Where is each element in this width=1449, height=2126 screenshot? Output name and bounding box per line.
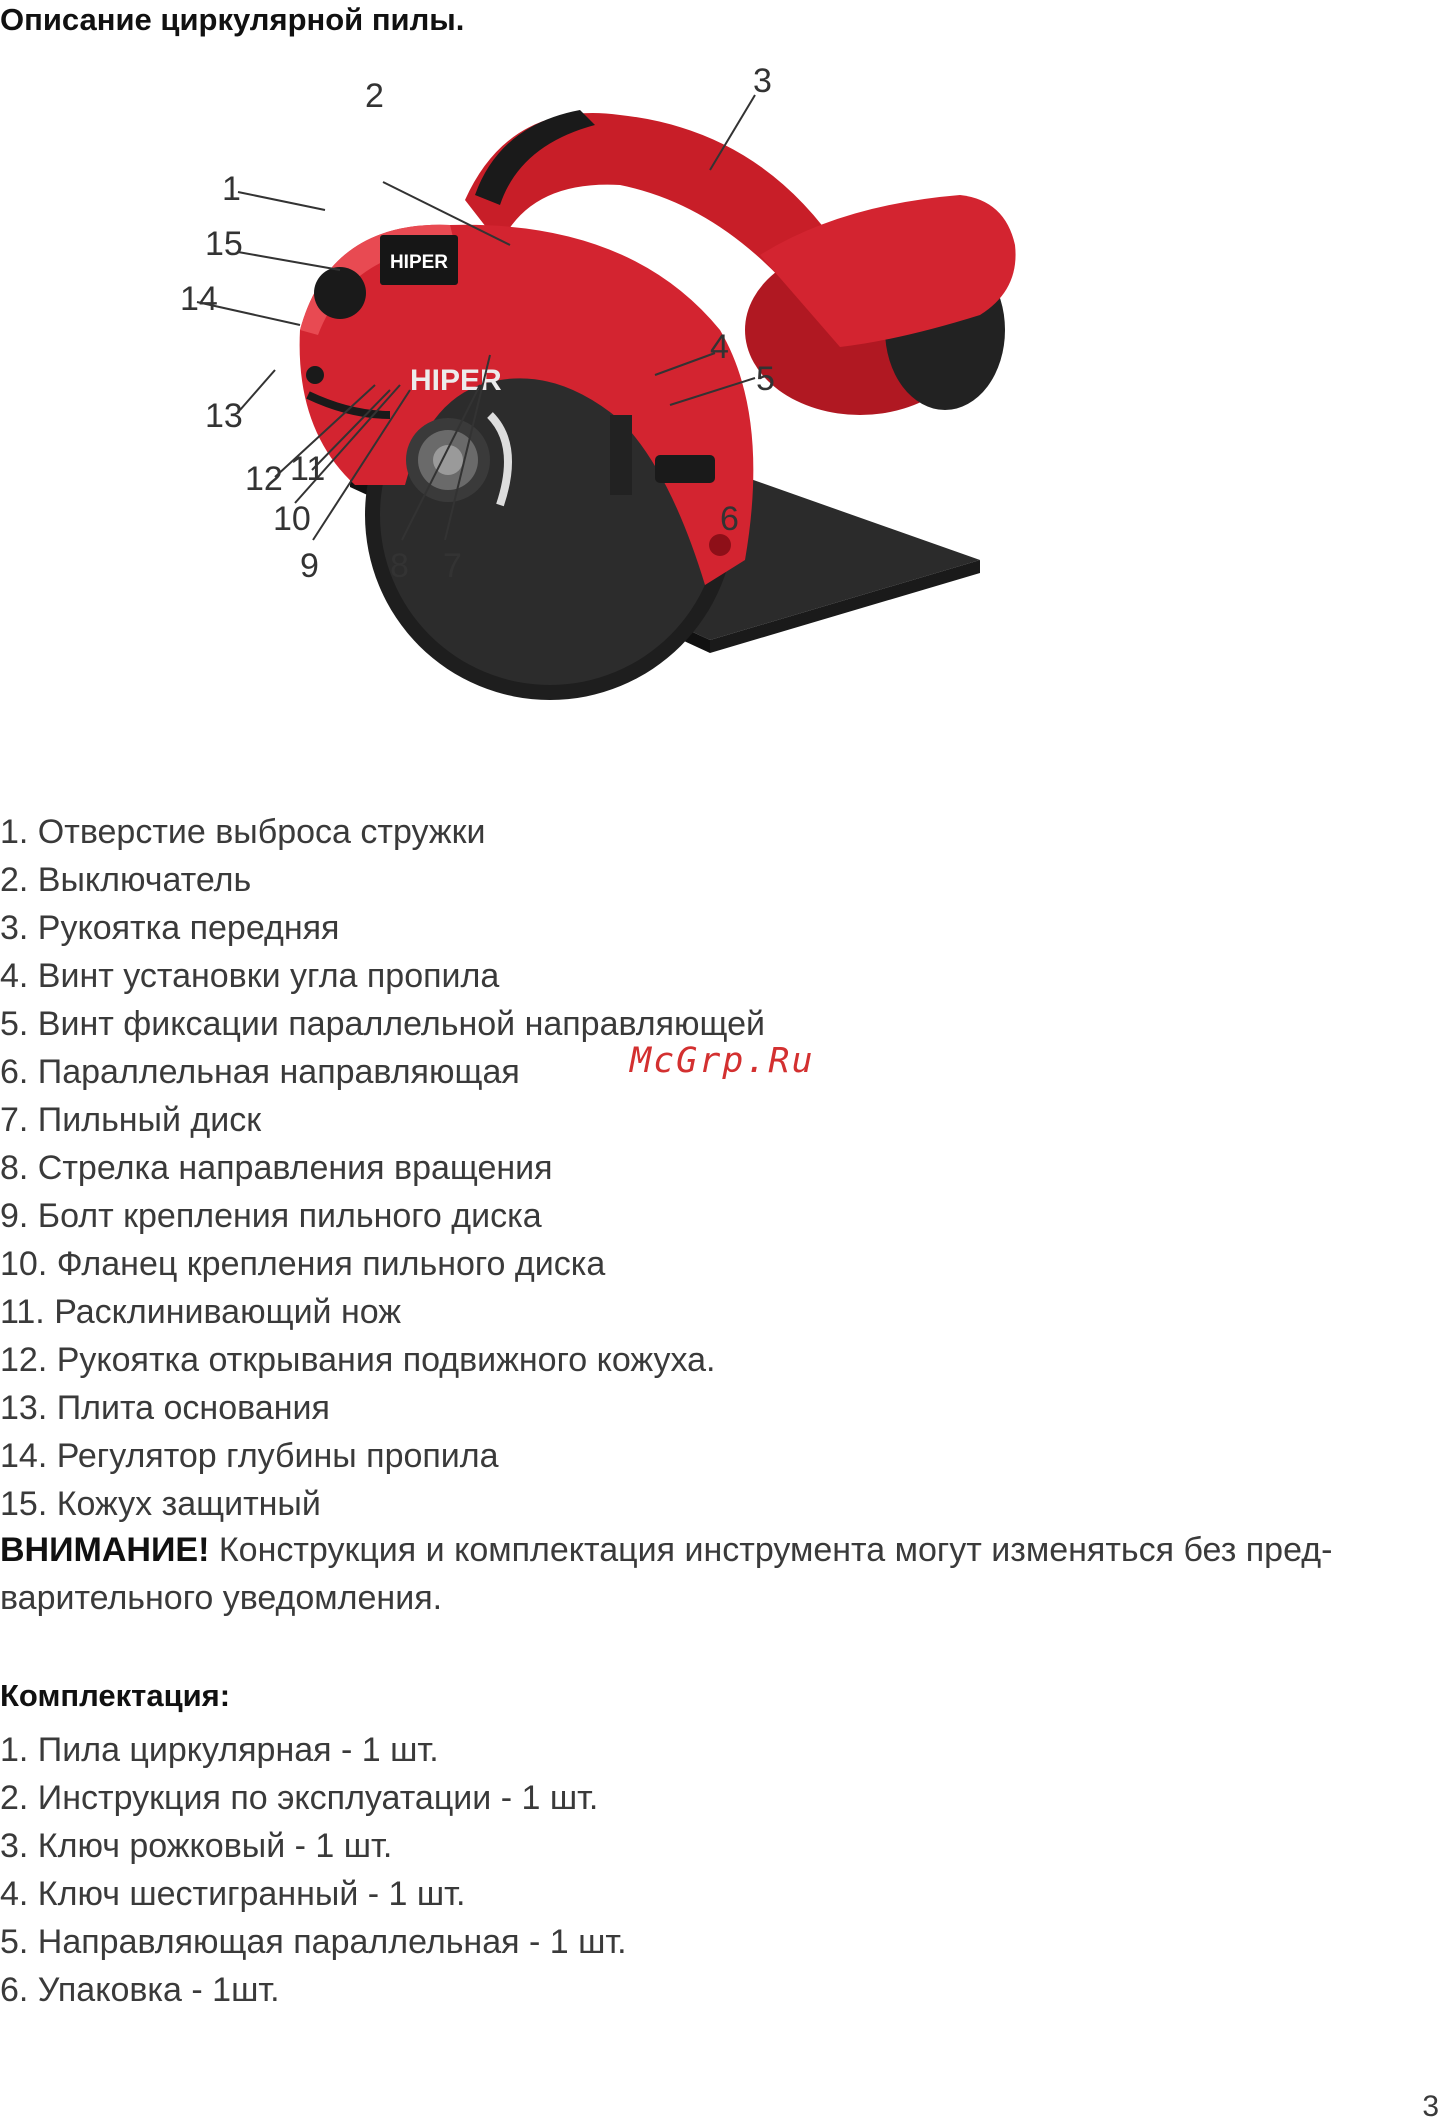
callout-14: 14 <box>180 280 218 318</box>
callout-7: 7 <box>443 547 462 585</box>
callout-10: 10 <box>273 500 311 538</box>
callout-13: 13 <box>205 397 243 435</box>
warning-text-line1: Конструкция и комплектация инструмента могут изменяться без пред- <box>209 1531 1333 1569</box>
parts-list-item: 12. Рукоятка открывания подвижного кожуха. <box>0 1341 716 1379</box>
parts-list-item: 9. Болт крепления пильного диска <box>0 1197 542 1235</box>
callout-2: 2 <box>365 77 384 115</box>
chip-ejection-port-shape <box>314 267 366 319</box>
parts-list-item: 14. Регулятор глубины пропила <box>0 1437 499 1475</box>
kit-list-item: 2. Инструкция по эксплуатации - 1 шт. <box>0 1779 599 1817</box>
kit-list-item: 5. Направляющая параллельная - 1 шт. <box>0 1923 627 1961</box>
kit-title: Комплектация: <box>0 1678 231 1713</box>
logo-plate-text: HIPER <box>389 252 449 273</box>
parts-list-item: 2. Выключатель <box>0 861 252 899</box>
callout-6: 6 <box>720 500 739 538</box>
parts-list-item: 5. Винт фиксации параллельной направляющей <box>0 1005 766 1043</box>
warning-label: ВНИМАНИЕ! <box>0 1531 210 1569</box>
kit-list-item: 3. Ключ рожковый - 1 шт. <box>0 1827 393 1865</box>
callout-3: 3 <box>753 62 772 100</box>
guard-brand-text: HIPER <box>410 364 502 397</box>
parts-list-item: 15. Кожух защитный <box>0 1485 321 1523</box>
parts-list-item: 4. Винт установки угла пропила <box>0 957 500 995</box>
kit-list-item: 6. Упаковка - 1шт. <box>0 1971 280 2009</box>
warning-text-line2: варительного уведомления. <box>0 1579 443 1617</box>
circular-saw-figure <box>180 62 1080 775</box>
callout-12: 12 <box>245 460 283 498</box>
kit-list-item: 1. Пила циркулярная - 1 шт. <box>0 1731 439 1769</box>
parts-list-item: 13. Плита основания <box>0 1389 330 1427</box>
parts-list-item: 7. Пильный диск <box>0 1101 262 1139</box>
parts-list-item: 10. Фланец крепления пильного диска <box>0 1245 606 1283</box>
callout-9: 9 <box>300 547 319 585</box>
circular-saw-illustration <box>180 62 1080 775</box>
warning-notice <box>0 1526 1449 1622</box>
parts-list-item: 1. Отверстие выброса стружки <box>0 813 486 851</box>
parts-list <box>0 808 765 1528</box>
page-number: 3 <box>1422 2090 1439 2123</box>
kit-list-item: 4. Ключ шестигранный - 1 шт. <box>0 1875 466 1913</box>
watermark-text: McGrp.Ru <box>630 1041 815 1081</box>
callout-5: 5 <box>756 360 775 398</box>
callout-4: 4 <box>710 328 729 366</box>
callout-1: 1 <box>222 170 241 208</box>
parts-list-item: 3. Рукоятка передняя <box>0 909 340 947</box>
callout-8: 8 <box>390 547 409 585</box>
page-title: Описание циркулярной пилы. <box>0 2 465 37</box>
callout-15: 15 <box>205 225 243 263</box>
kit-list <box>0 1726 627 2014</box>
parts-list-item: 6. Параллельная направляющая <box>0 1053 520 1091</box>
parts-list-item: 8. Стрелка направления вращения <box>0 1149 553 1187</box>
callout-11: 11 <box>290 450 326 488</box>
parts-list-item: 11. Расклинивающий нож <box>0 1293 402 1331</box>
